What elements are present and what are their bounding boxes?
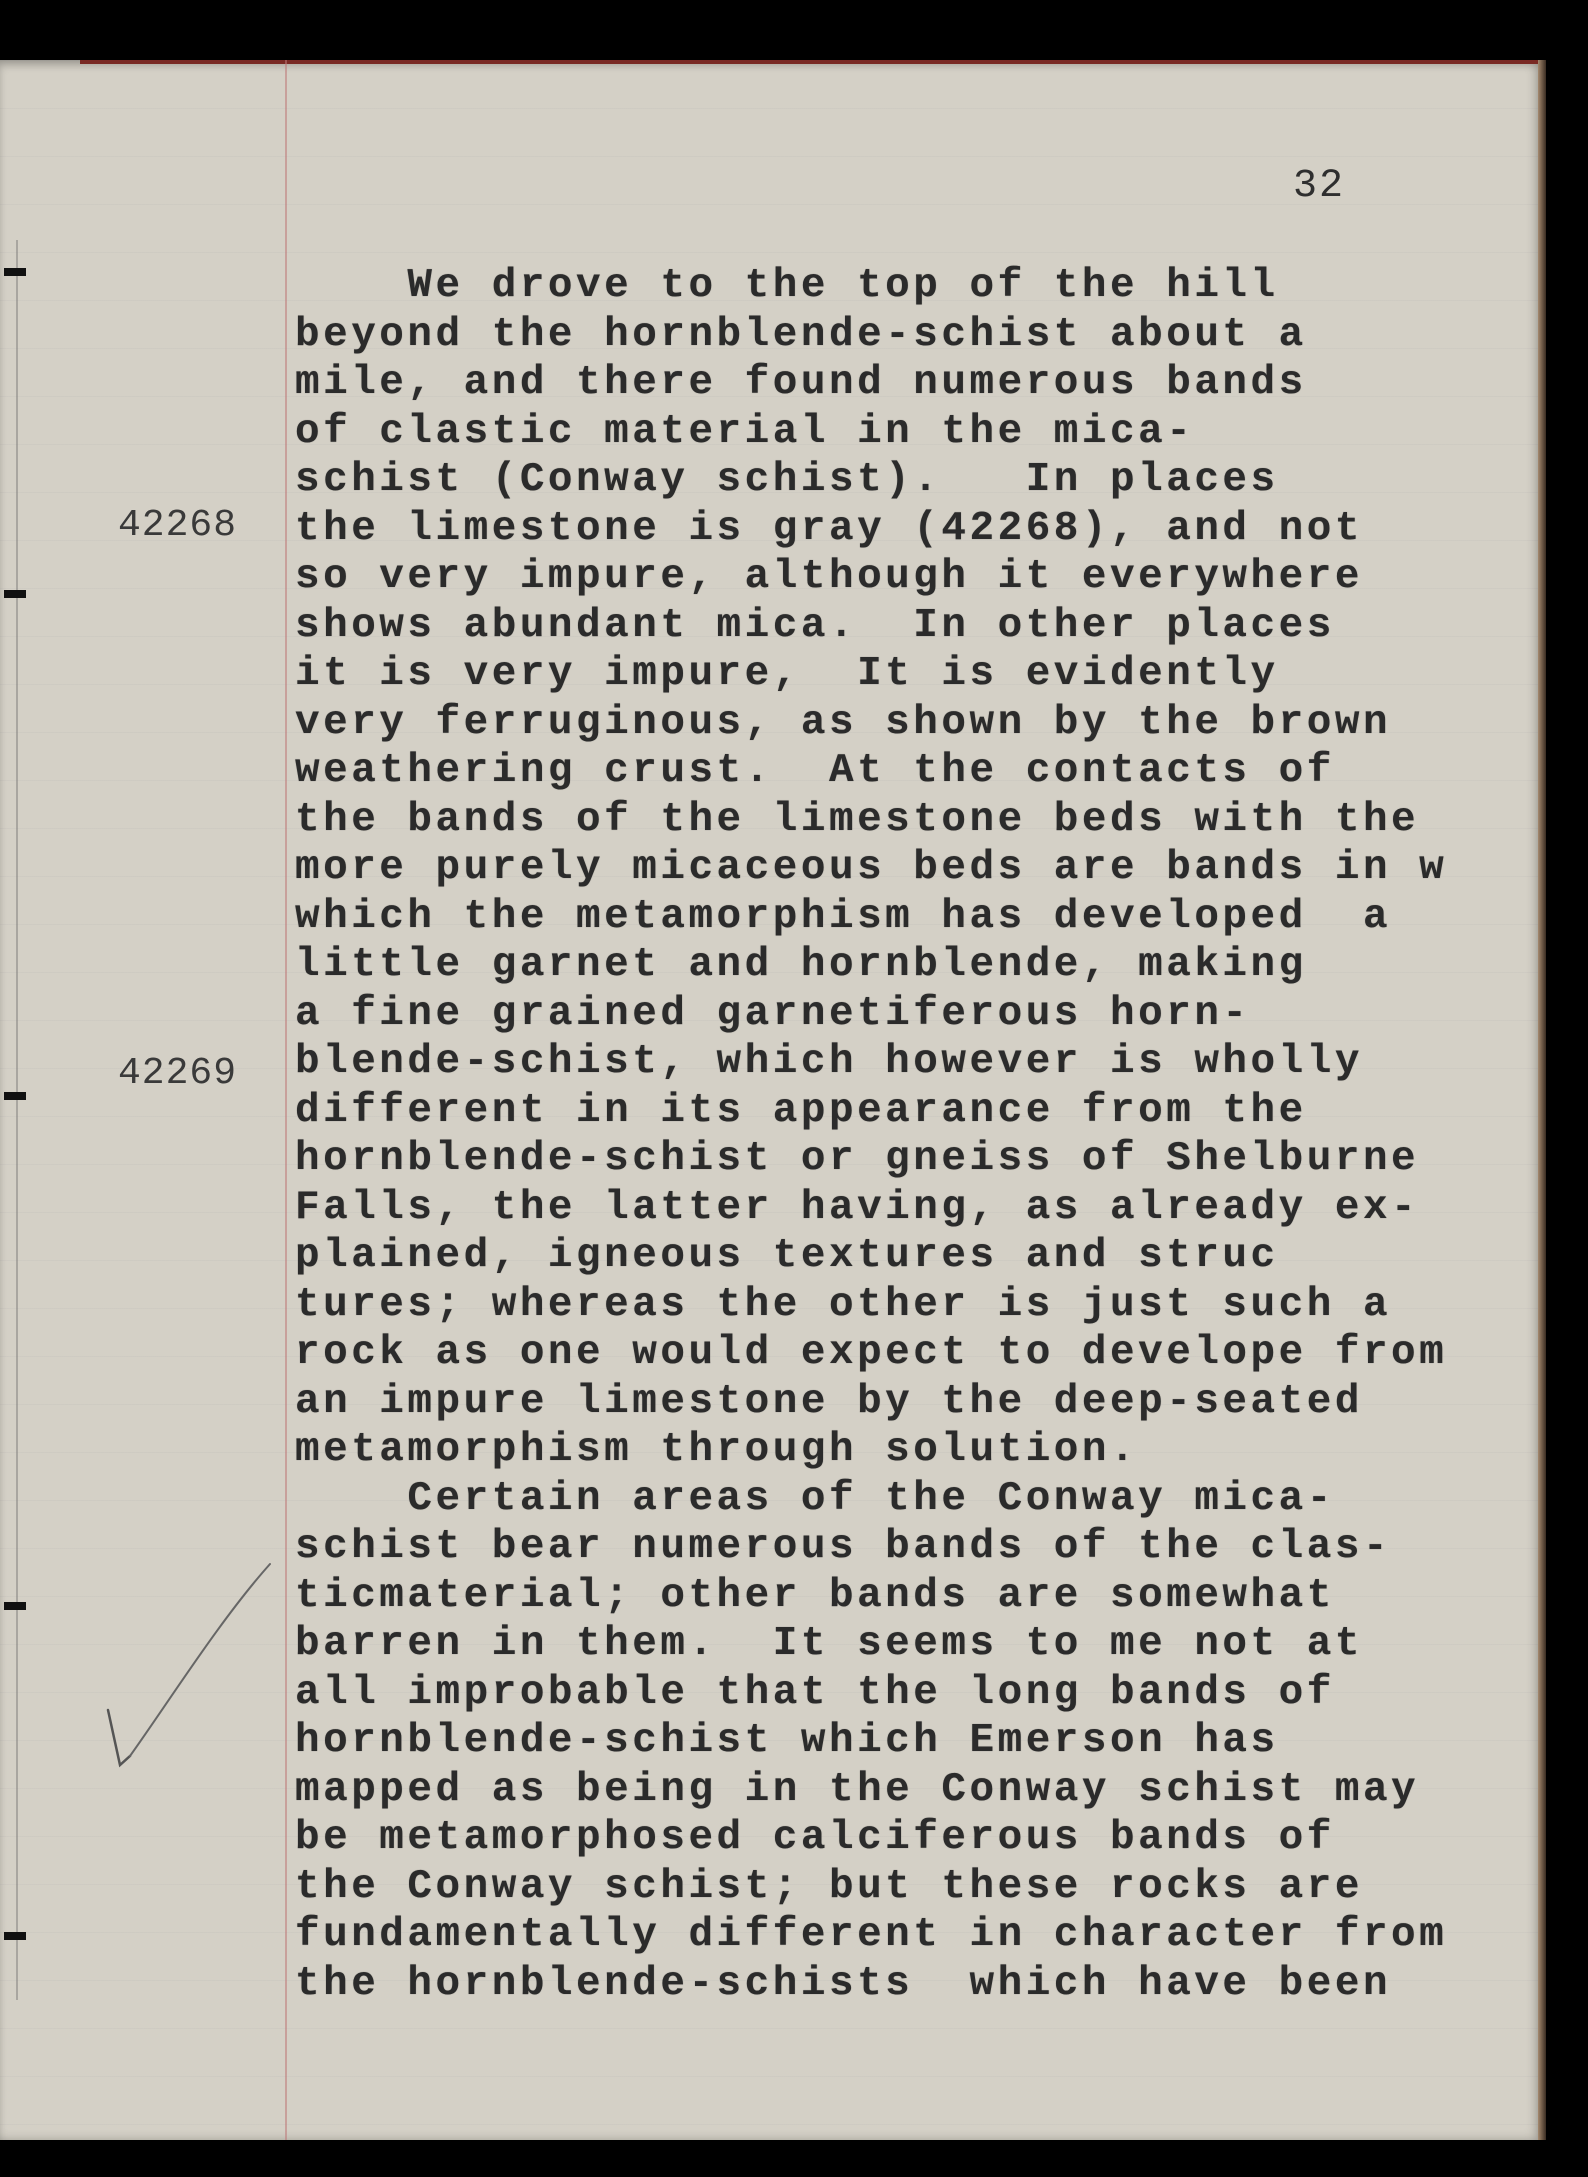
pencil-checkmark-icon: [100, 1560, 300, 1790]
text-line: Falls, the latter having, as already ex-: [295, 1184, 1420, 1231]
text-line: barren in them. It seems to me not at: [295, 1621, 1363, 1667]
margin-rule: [285, 60, 287, 2140]
binding-notch: [4, 268, 26, 276]
text-line: hornblende-schist which Emerson has: [295, 1718, 1279, 1764]
text-line: mile, and there found numerous bands: [295, 360, 1307, 406]
page-top-edge: [80, 60, 1542, 64]
binding-notch: [4, 1602, 26, 1610]
text-line: different in its appearance from the: [295, 1087, 1307, 1134]
text-line: tures; whereas the other is just such a: [295, 1281, 1392, 1328]
binding-notch: [4, 1932, 26, 1940]
specimen-number: 42269: [118, 1052, 238, 1095]
text-line: rock as one would expect to develope from: [295, 1330, 1448, 1376]
text-line: which the metamorphism has developed a: [295, 893, 1392, 940]
text-line: be metamorphosed calciferous bands of: [295, 1815, 1335, 1861]
text-line: an impure limestone by the deep-seated: [295, 1378, 1363, 1425]
binding-notch: [4, 590, 26, 598]
text-line: the limestone is gray (42268), and not: [295, 505, 1363, 552]
text-line: fundamentally different in character from: [295, 1912, 1448, 1958]
text-line: metamorphism through solution.: [295, 1427, 1139, 1473]
text-line: hornblende-schist or gneiss of Shelburne: [295, 1136, 1420, 1182]
text-line: the Conway schist; but these rocks are: [295, 1863, 1363, 1910]
text-line: ticmaterial; other bands are somewhat: [295, 1572, 1335, 1619]
text-line: it is very impure, It is evidently: [295, 651, 1279, 697]
text-line: We drove to the top of the hill: [295, 263, 1279, 309]
typed-text-body: [295, 262, 1535, 2008]
text-line: shows abundant mica. In other places: [295, 602, 1335, 649]
page-number: 32: [1293, 164, 1346, 209]
text-line: the hornblende-schists which have been: [295, 1960, 1392, 2007]
text-line: blende-schist, which however is wholly: [295, 1039, 1363, 1085]
text-line: very ferruginous, as shown by the brown: [295, 699, 1392, 746]
text-line: the bands of the limestone beds with the: [295, 796, 1420, 843]
page-right-edge: [1538, 60, 1546, 2140]
binding-rule: [16, 240, 18, 2000]
text-line: beyond the hornblende-schist about a: [295, 311, 1307, 358]
text-line: schist bear numerous bands of the clas-: [295, 1524, 1392, 1570]
text-line: so very impure, although it everywhere: [295, 554, 1363, 600]
text-line: mapped as being in the Conway schist may: [295, 1766, 1420, 1813]
text-line: weathering crust. At the contacts of: [295, 748, 1335, 794]
specimen-number: 42268: [118, 504, 238, 547]
text-line: all improbable that the long bands of: [295, 1669, 1335, 1716]
text-line: little garnet and hornblende, making: [295, 942, 1307, 988]
text-line: of clastic material in the mica-: [295, 408, 1195, 455]
text-line: schist (Conway schist). In places: [295, 457, 1279, 503]
binding-notch: [4, 1092, 26, 1100]
text-line: plained, igneous textures and struc: [295, 1233, 1279, 1279]
text-line: Certain areas of the Conway mica-: [295, 1475, 1335, 1522]
text-line: more purely micaceous beds are bands in w: [295, 845, 1448, 891]
text-line: a fine grained garnetiferous horn-: [295, 990, 1251, 1037]
